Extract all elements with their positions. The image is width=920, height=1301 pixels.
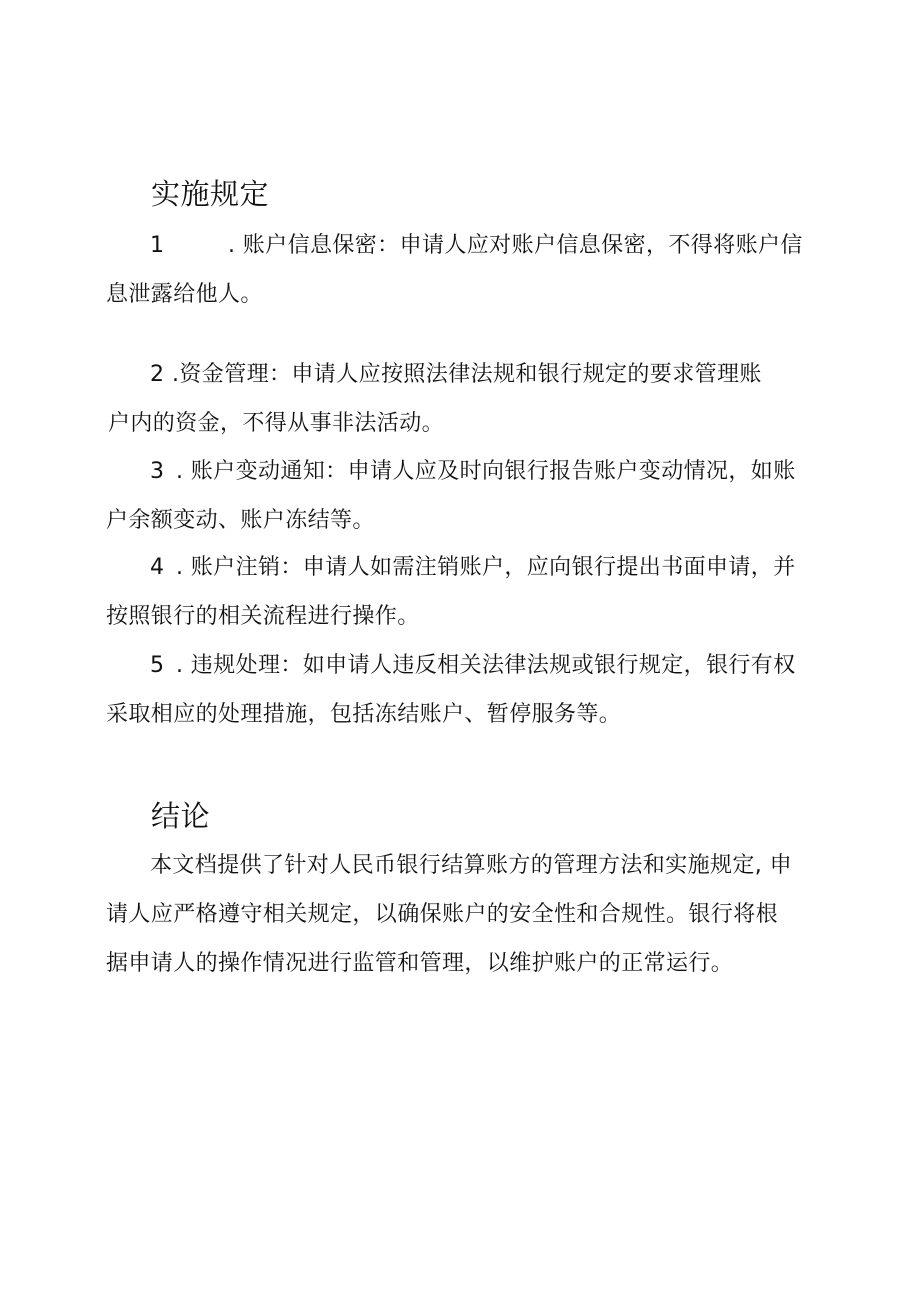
item-number: 4 <box>150 555 165 580</box>
item-number: 3 <box>150 459 165 484</box>
list-item <box>106 543 822 641</box>
section-heading-conclusion: 结论 <box>151 799 211 833</box>
item-text-line: 息泄露给他人。 <box>106 282 263 307</box>
item-text-line: 采取相应的处理措施，包括冻结账户、暂停服务等。 <box>106 702 622 727</box>
section-heading-implementation: 实施规定 <box>151 177 270 211</box>
item-text-line: . 账户信息保密：申请人应对账户信息保密，不得将账户信 <box>228 233 803 258</box>
item-text-line: . 违规处理：如申请人违反相关法律法规或银行规定，银行有权 <box>176 653 796 678</box>
item-number: 2 <box>150 362 165 387</box>
item-text-line: 户余额变动、账户冻结等。 <box>106 508 375 533</box>
paragraph-line: 本文档提供了针对人民币银行结算账方的管理方法和实施规定, 申 <box>150 853 792 878</box>
item-text-line: .资金管理：申请人应按照法律法规和银行规定的要求管理账 <box>172 362 762 387</box>
item-number: 1 <box>150 233 165 258</box>
list-item <box>106 641 822 739</box>
list-item <box>106 447 822 545</box>
list-item <box>106 350 822 448</box>
paragraph-line: 据申请人的操作情况进行监管和管理，以维护账户的正常运行。 <box>106 951 734 976</box>
paragraph-line: 请人应严格遵守相关规定，以确保账户的安全性和合规性。银行将根 <box>106 902 779 927</box>
item-text-line: . 账户变动通知：申请人应及时向银行报告账户变动情况，如账 <box>176 459 796 484</box>
list-item <box>106 221 822 319</box>
conclusion-paragraph <box>106 841 822 988</box>
item-text-line: 按照银行的相关流程进行操作。 <box>106 604 420 629</box>
item-text-line: 户内的资金，不得从事非法活动。 <box>108 411 445 436</box>
item-number: 5 <box>150 653 165 678</box>
item-text-line: . 账户注销：申请人如需注销账户，应向银行提出书面申请，并 <box>176 555 796 580</box>
